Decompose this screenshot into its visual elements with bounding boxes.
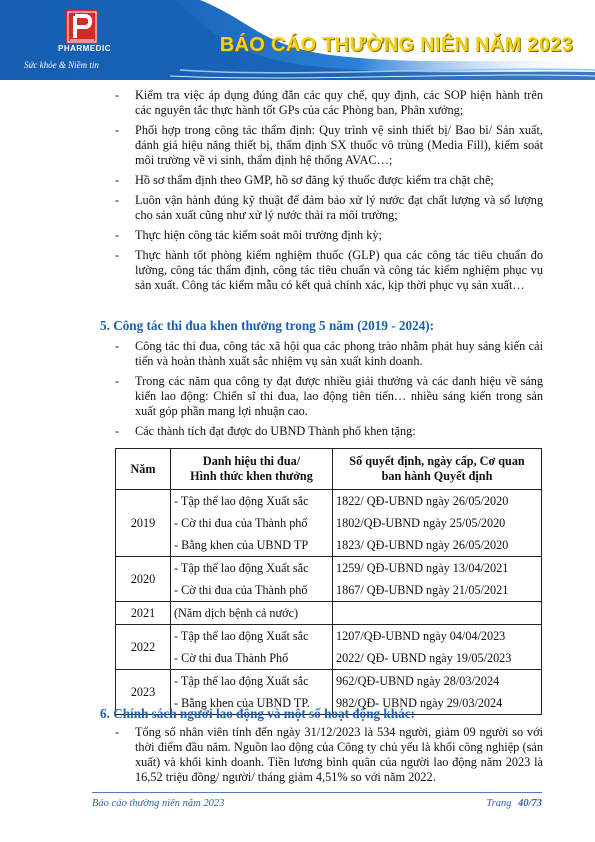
table-row bbox=[116, 602, 542, 625]
pharmedic-logo-icon bbox=[66, 10, 98, 44]
award-title: - Tập thể lao động Xuất sắc bbox=[174, 674, 309, 688]
footer-page-number bbox=[486, 798, 542, 809]
section-6-body bbox=[113, 725, 543, 790]
decision-text bbox=[336, 602, 538, 624]
decision-text: 2022/ QĐ- UBND ngày 19/05/2023 bbox=[336, 651, 512, 665]
decision-text: 1207/QĐ-UBND ngày 04/04/2023 bbox=[336, 629, 506, 643]
row-titles bbox=[171, 490, 333, 557]
award-title: - Cờ thi đua của Thành phố bbox=[174, 583, 308, 597]
header-year: Năm bbox=[116, 449, 171, 490]
header-decision-line1: Số quyết định, ngày cấp, Cơ quan bbox=[349, 454, 525, 468]
section-6-list bbox=[113, 725, 543, 785]
footer-divider bbox=[92, 792, 542, 793]
award-title: - Tập thể lao động Xuất sắc bbox=[174, 494, 309, 508]
list-item: - Công tác thi đua, công tác xã hội qua các phong trào nhằm phát huy sáng kiến cải tiến và hoàn thành xuất sắc nhiệm vụ sản xuất kinh doanh. bbox=[113, 339, 543, 369]
row-titles bbox=[171, 625, 333, 670]
awards-table bbox=[115, 448, 542, 715]
row-decisions bbox=[333, 557, 542, 602]
footer-report-name: Báo cáo thường niên năm 2023 bbox=[92, 798, 225, 809]
company-slogan: Sức khỏe & Niềm tin bbox=[24, 60, 99, 70]
table-row bbox=[116, 625, 542, 670]
award-title: - Bằng khen của UBND TP. bbox=[174, 696, 310, 710]
logo-wordmark: PHARMEDIC bbox=[58, 44, 111, 53]
row-year: 2023 bbox=[116, 670, 171, 715]
section-5-heading: 5. Công tác thi đua khen thưởng trong 5 năm (2019 - 2024): bbox=[100, 318, 435, 333]
footer-page-value: 40/73 bbox=[518, 798, 542, 809]
decision-text: 962/QĐ-UBND ngày 28/03/2024 bbox=[336, 674, 500, 688]
row-decisions bbox=[333, 625, 542, 670]
section-5-list bbox=[113, 339, 543, 439]
footer-page-label: Trang bbox=[486, 798, 512, 809]
section-6-heading: 6. Chính sách người lao động và một số hoạt động khác: bbox=[100, 706, 415, 721]
decision-text: 1802/QĐ-UBND ngày 25/05/2020 bbox=[336, 516, 506, 530]
award-title: - Cờ thi đua Thành Phố bbox=[174, 651, 289, 665]
award-title: - Bằng khen của UBND TP bbox=[174, 538, 309, 552]
list-item: - Thực hành tốt phòng kiểm nghiệm thuốc (GLP) qua các công tác tiêu chuẩn đo lường, công tác thẩm định, công tác tiêu chuẩn và công tác kiểm nghiệm phục vụ sản xuất. Công tác kiểm mẫu có kết quả chính xác, kịp thời phục vụ sản xuất… bbox=[113, 248, 543, 293]
header-decision-line2: ban hành Quyết định bbox=[381, 469, 493, 483]
row-decisions bbox=[333, 602, 542, 625]
award-title: - Tập thể lao động Xuất sắc bbox=[174, 561, 309, 575]
list-item: - Phối hợp trong công tác thẩm định: Quy trình vệ sinh thiết bị/ Bao bì/ Sản xuất, đánh giá hiệu năng thiết bị, thẩm định SX thuốc vô trùng (Media Fill), kiểm soát môi trường về vi sinh, thẩm định hệ thống AVAC…; bbox=[113, 123, 543, 168]
header-award-title-line1: Danh hiệu thi đua/ bbox=[202, 454, 301, 468]
report-title: BÁO CÁO THƯỜNG NIÊN NĂM 2023 bbox=[219, 34, 573, 56]
section-5-body bbox=[113, 339, 543, 444]
list-item: - Các thành tích đạt được do UBND Thành phố khen tặng: bbox=[113, 424, 543, 439]
header-decision bbox=[333, 449, 542, 490]
row-year: 2021 bbox=[116, 602, 171, 625]
row-decisions bbox=[333, 490, 542, 557]
row-year: 2022 bbox=[116, 625, 171, 670]
list-item: - Hồ sơ thẩm định theo GMP, hồ sơ đăng ký thuốc được kiểm tra chặt chẽ; bbox=[113, 173, 543, 188]
table-row bbox=[116, 557, 542, 602]
row-titles bbox=[171, 557, 333, 602]
award-title: - Tập thể lao động Xuất sắc bbox=[174, 629, 309, 643]
list-item: - Kiểm tra việc áp dụng đúng đắn các quy chế, quy định, các SOP hiện hành trên các nguyên tắc thực hành tốt GPs của các Phòng ban, Phân xưởng; bbox=[113, 88, 543, 118]
list-item: - Trong các năm qua công ty đạt được nhiều giải thưởng và các danh hiệu về sáng kiến lao động: Chiến sĩ thi đua, lao động tiên tiến… nhiều sáng kiến trong sản xuất góp phần mang lợi nhuận cao. bbox=[113, 374, 543, 419]
decision-text: 1259/ QĐ-UBND ngày 13/04/2021 bbox=[336, 561, 509, 575]
list-item: - Thực hiện công tác kiểm soát môi trường định kỳ; bbox=[113, 228, 543, 243]
header-award-title bbox=[171, 449, 333, 490]
list-item: - Tổng số nhân viên tính đến ngày 31/12/2023 là 534 người, giảm 09 người so với thời điểm đầu năm. Nguồn lao động của Công ty chủ yếu là khối công nghiệp (sản xuất) và khối kinh doanh. Tiền lương bình quân của người lao động năm 2023 là 16,52 triệu đồng/ người/ tháng giảm 4,51% so với năm 2022. bbox=[113, 725, 543, 785]
decision-text: 1823/ QĐ-UBND ngày 26/05/2020 bbox=[336, 538, 509, 552]
table-header-row bbox=[116, 449, 542, 490]
award-title: - Cờ thi đua của Thành phố bbox=[174, 516, 308, 530]
decision-text: 1867/ QĐ-UBND ngày 21/05/2021 bbox=[336, 583, 509, 597]
table-row bbox=[116, 490, 542, 557]
header-award-title-line2: Hình thức khen thưởng bbox=[190, 469, 313, 483]
page-header bbox=[0, 0, 595, 80]
award-title: (Năm dịch bệnh cả nước) bbox=[174, 606, 299, 620]
row-year: 2019 bbox=[116, 490, 171, 557]
intro-list bbox=[113, 88, 543, 293]
list-item: - Luôn vận hành đúng kỹ thuật để đảm bảo xử lý nước đạt chất lượng và số lượng cho sản xuất cũng như xử lý nước thải ra môi trường; bbox=[113, 193, 543, 223]
row-year: 2020 bbox=[116, 557, 171, 602]
intro-section bbox=[113, 88, 543, 298]
decision-text: 982/QĐ- UBND ngày 29/03/2024 bbox=[336, 696, 503, 710]
decision-text: 1822/ QĐ-UBND ngày 26/05/2020 bbox=[336, 494, 509, 508]
row-titles bbox=[171, 602, 333, 625]
